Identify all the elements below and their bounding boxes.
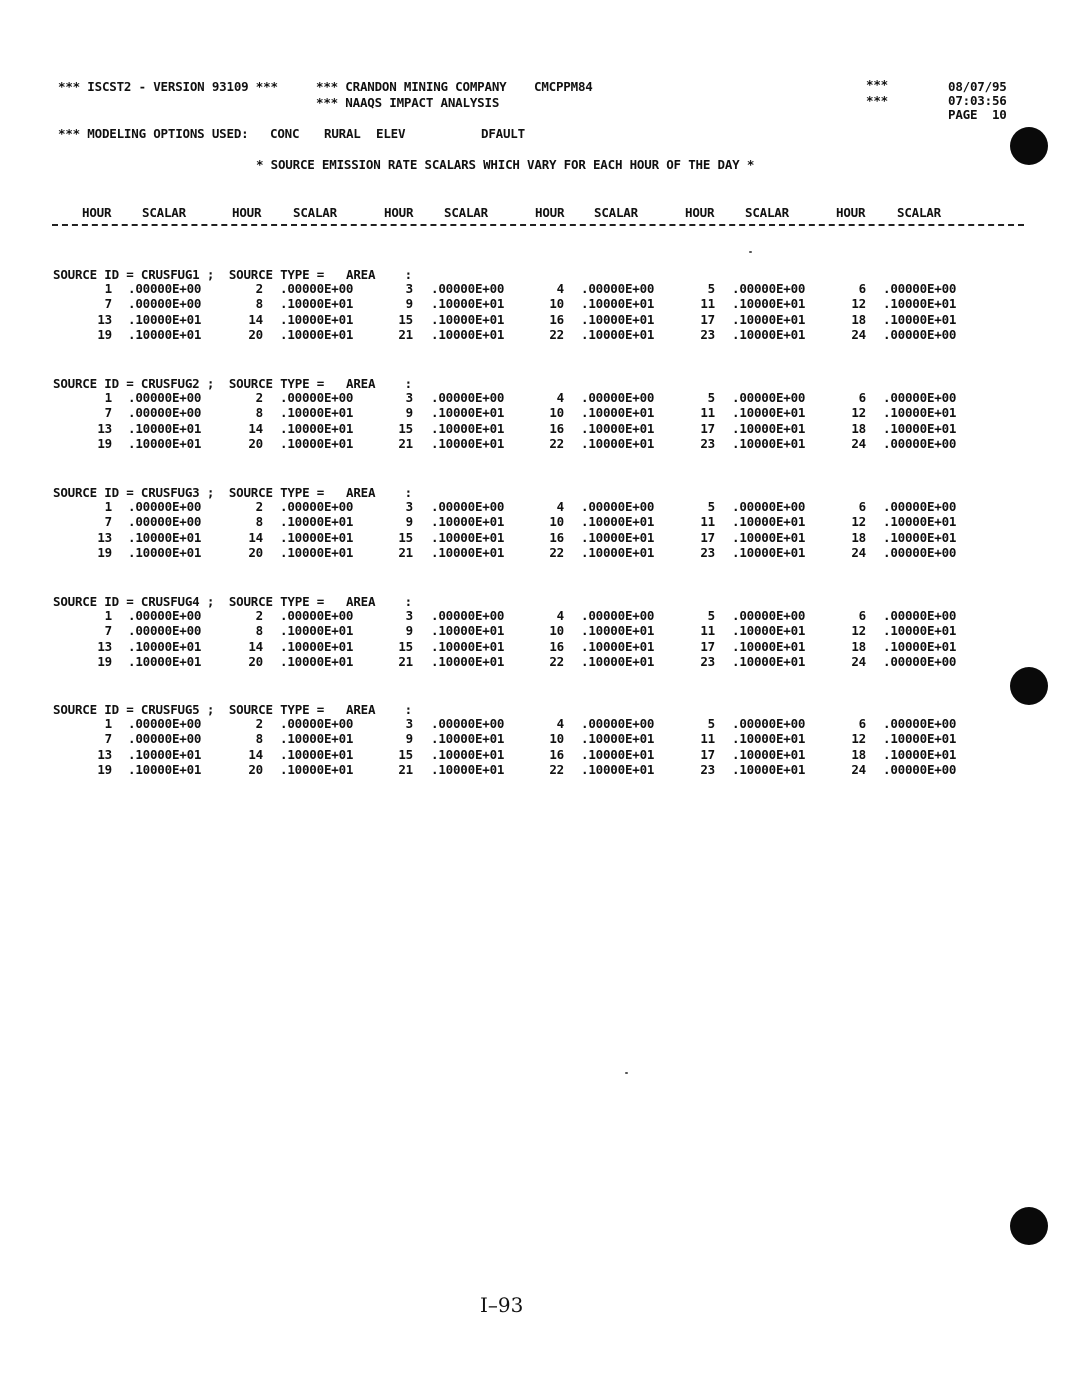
hour-cell: 11 — [700, 623, 715, 639]
hour-cell: 22 — [549, 435, 564, 451]
hour-cell: 6 — [858, 499, 866, 514]
hour-cell: 7 — [104, 405, 112, 421]
col-header-hour: HOUR — [535, 205, 565, 220]
scalar-cell: .00000E+00 — [883, 281, 957, 296]
scalar-cell: .10000E+01 — [128, 529, 202, 545]
page-footer: I–93 — [480, 1293, 524, 1317]
hour-cell: 2 — [255, 499, 263, 514]
scalar-cell: .00000E+00 — [128, 405, 202, 421]
scalar-cell: .10000E+01 — [581, 405, 655, 421]
hour-cell: 4 — [556, 716, 564, 731]
hour-cell: 1 — [104, 608, 112, 623]
run-date: 08/07/95 — [948, 79, 1007, 94]
scalar-cell: .10000E+01 — [431, 311, 505, 327]
hour-cell: 6 — [858, 281, 866, 296]
col-header-scalar: SCALAR — [897, 205, 941, 220]
scalar-cell: .10000E+01 — [280, 544, 354, 560]
hour-cell: 24 — [851, 544, 866, 560]
hour-cell: 18 — [851, 529, 866, 545]
hour-cell: 17 — [700, 311, 715, 327]
punch-hole — [1010, 667, 1048, 705]
scalar-cell: .10000E+01 — [883, 514, 957, 530]
hour-cell: 5 — [707, 499, 715, 514]
hour-cell: 12 — [851, 623, 866, 639]
hour-cell: 12 — [851, 405, 866, 421]
hour-cell: 24 — [851, 761, 866, 777]
source-label: SOURCE ID = CRUSFUG3 ; SOURCE TYPE = AREA : — [53, 485, 412, 500]
hour-cell: 7 — [104, 296, 112, 312]
hour-cell: 2 — [255, 608, 263, 623]
scalar-cell: .10000E+01 — [431, 529, 505, 545]
scan-speck — [749, 251, 752, 253]
hour-cell: 14 — [248, 311, 263, 327]
scalar-cell: .10000E+01 — [280, 731, 354, 747]
scalar-cell: .00000E+00 — [883, 716, 957, 731]
hour-cell: 14 — [248, 746, 263, 762]
header-divider — [52, 224, 1024, 226]
scalar-cell: .10000E+01 — [581, 529, 655, 545]
scalar-cell: .10000E+01 — [280, 653, 354, 669]
header-stars-1: *** — [866, 77, 888, 92]
section-title: * SOURCE EMISSION RATE SCALARS WHICH VARY FOR EACH HOUR OF THE DAY * — [256, 157, 755, 172]
col-header-hour: HOUR — [232, 205, 262, 220]
hour-cell: 17 — [700, 529, 715, 545]
hour-cell: 18 — [851, 638, 866, 654]
hour-cell: 20 — [248, 761, 263, 777]
hour-cell: 12 — [851, 731, 866, 747]
col-header-scalar: SCALAR — [142, 205, 186, 220]
hour-cell: 13 — [97, 746, 112, 762]
scalar-cell: .10000E+01 — [732, 653, 806, 669]
hour-cell: 10 — [549, 731, 564, 747]
col-header-scalar: SCALAR — [594, 205, 638, 220]
scalar-cell: .10000E+01 — [883, 405, 957, 421]
hour-cell: 2 — [255, 390, 263, 405]
hour-cell: 15 — [398, 638, 413, 654]
hour-cell: 9 — [405, 623, 413, 639]
scalar-cell: .10000E+01 — [883, 529, 957, 545]
scalar-cell: .10000E+01 — [280, 761, 354, 777]
run-time: 07:03:56 — [948, 93, 1007, 108]
hour-cell: 19 — [97, 653, 112, 669]
hour-cell: 10 — [549, 405, 564, 421]
hour-cell: 16 — [549, 420, 564, 436]
hour-cell: 3 — [405, 281, 413, 296]
col-header-hour: HOUR — [836, 205, 866, 220]
scalar-cell: .00000E+00 — [431, 608, 505, 623]
hour-cell: 17 — [700, 420, 715, 436]
hour-cell: 21 — [398, 544, 413, 560]
option-elev: ELEV — [376, 126, 406, 141]
hour-cell: 6 — [858, 390, 866, 405]
scalar-cell: .00000E+00 — [128, 514, 202, 530]
hour-cell: 18 — [851, 746, 866, 762]
hour-cell: 9 — [405, 514, 413, 530]
scalar-cell: .10000E+01 — [280, 746, 354, 762]
hour-cell: 14 — [248, 638, 263, 654]
scalar-cell: .00000E+00 — [128, 296, 202, 312]
scalar-cell: .00000E+00 — [883, 499, 957, 514]
hour-cell: 15 — [398, 420, 413, 436]
scalar-cell: .10000E+01 — [581, 296, 655, 312]
punch-hole — [1010, 127, 1048, 165]
run-id: CMCPPM84 — [534, 79, 593, 94]
scalar-cell: .10000E+01 — [732, 761, 806, 777]
hour-cell: 24 — [851, 326, 866, 342]
hour-cell: 13 — [97, 529, 112, 545]
hour-cell: 8 — [255, 623, 263, 639]
hour-cell: 3 — [405, 716, 413, 731]
scalar-cell: .00000E+00 — [128, 716, 202, 731]
scalar-cell: .10000E+01 — [732, 746, 806, 762]
punch-hole — [1010, 1207, 1048, 1245]
option-dfault: DFAULT — [481, 126, 525, 141]
scalar-cell: .00000E+00 — [280, 499, 354, 514]
scalar-cell: .00000E+00 — [431, 716, 505, 731]
scalar-cell: .10000E+01 — [128, 326, 202, 342]
scalar-cell: .10000E+01 — [732, 326, 806, 342]
scalar-cell: .10000E+01 — [128, 544, 202, 560]
hour-cell: 22 — [549, 653, 564, 669]
scalar-cell: .10000E+01 — [280, 514, 354, 530]
scalar-cell: .10000E+01 — [883, 623, 957, 639]
scalar-cell: .00000E+00 — [883, 326, 957, 342]
scalar-cell: .10000E+01 — [581, 623, 655, 639]
scalar-cell: .10000E+01 — [581, 435, 655, 451]
scan-speck — [625, 1072, 628, 1074]
scalar-cell: .10000E+01 — [128, 638, 202, 654]
scalar-cell: .10000E+01 — [732, 623, 806, 639]
scalar-cell: .00000E+00 — [732, 608, 806, 623]
hour-cell: 5 — [707, 390, 715, 405]
scalar-cell: .00000E+00 — [280, 390, 354, 405]
source-label: SOURCE ID = CRUSFUG4 ; SOURCE TYPE = AREA : — [53, 594, 412, 609]
scalar-cell: .10000E+01 — [431, 746, 505, 762]
hour-cell: 9 — [405, 731, 413, 747]
header-stars-2: *** — [866, 93, 888, 108]
col-header-hour: HOUR — [82, 205, 112, 220]
scalar-cell: .00000E+00 — [431, 499, 505, 514]
col-header-scalar: SCALAR — [444, 205, 488, 220]
source-label: SOURCE ID = CRUSFUG2 ; SOURCE TYPE = AREA : — [53, 376, 412, 391]
scalar-cell: .10000E+01 — [280, 311, 354, 327]
hour-cell: 11 — [700, 731, 715, 747]
scalar-cell: .10000E+01 — [732, 544, 806, 560]
hour-cell: 23 — [700, 761, 715, 777]
scalar-cell: .10000E+01 — [128, 653, 202, 669]
hour-cell: 10 — [549, 623, 564, 639]
hour-cell: 13 — [97, 420, 112, 436]
hour-cell: 20 — [248, 326, 263, 342]
hour-cell: 21 — [398, 761, 413, 777]
hour-cell: 7 — [104, 623, 112, 639]
hour-cell: 4 — [556, 608, 564, 623]
scalar-cell: .10000E+01 — [280, 405, 354, 421]
scalar-cell: .00000E+00 — [581, 390, 655, 405]
hour-cell: 23 — [700, 435, 715, 451]
modeling-options-label: *** MODELING OPTIONS USED: — [58, 126, 249, 141]
hour-cell: 5 — [707, 281, 715, 296]
scalar-cell: .10000E+01 — [280, 435, 354, 451]
hour-cell: 14 — [248, 529, 263, 545]
hour-cell: 8 — [255, 514, 263, 530]
hour-cell: 19 — [97, 326, 112, 342]
scalar-cell: .10000E+01 — [280, 623, 354, 639]
scalar-cell: .10000E+01 — [581, 311, 655, 327]
scalar-cell: .00000E+00 — [128, 281, 202, 296]
program-version: *** ISCST2 - VERSION 93109 *** — [58, 79, 278, 94]
scalar-cell: .10000E+01 — [128, 420, 202, 436]
scalar-cell: .10000E+01 — [431, 731, 505, 747]
scalar-cell: .00000E+00 — [280, 608, 354, 623]
hour-cell: 9 — [405, 296, 413, 312]
hour-cell: 8 — [255, 405, 263, 421]
hour-cell: 18 — [851, 311, 866, 327]
hour-cell: 22 — [549, 544, 564, 560]
page-number: PAGE 10 — [948, 107, 1007, 122]
scalar-cell: .00000E+00 — [883, 544, 957, 560]
col-header-hour: HOUR — [685, 205, 715, 220]
scalar-cell: .10000E+01 — [581, 731, 655, 747]
hour-cell: 22 — [549, 326, 564, 342]
scalar-cell: .10000E+01 — [128, 311, 202, 327]
scalar-cell: .00000E+00 — [883, 653, 957, 669]
scalar-cell: .10000E+01 — [732, 638, 806, 654]
scalar-cell: .10000E+01 — [431, 623, 505, 639]
hour-cell: 1 — [104, 716, 112, 731]
hour-cell: 1 — [104, 281, 112, 296]
hour-cell: 3 — [405, 390, 413, 405]
hour-cell: 19 — [97, 544, 112, 560]
hour-cell: 21 — [398, 653, 413, 669]
scalar-cell: .00000E+00 — [128, 623, 202, 639]
hour-cell: 21 — [398, 435, 413, 451]
hour-cell: 13 — [97, 311, 112, 327]
scalar-cell: .10000E+01 — [431, 653, 505, 669]
hour-cell: 23 — [700, 544, 715, 560]
hour-cell: 8 — [255, 296, 263, 312]
hour-cell: 20 — [248, 435, 263, 451]
source-label: SOURCE ID = CRUSFUG1 ; SOURCE TYPE = AREA : — [53, 267, 412, 282]
scalar-cell: .00000E+00 — [732, 499, 806, 514]
hour-cell: 23 — [700, 326, 715, 342]
scalar-cell: .10000E+01 — [431, 435, 505, 451]
source-label: SOURCE ID = CRUSFUG5 ; SOURCE TYPE = AREA : — [53, 702, 412, 717]
scalar-cell: .10000E+01 — [431, 514, 505, 530]
scalar-cell: .00000E+00 — [883, 761, 957, 777]
scalar-cell: .10000E+01 — [732, 514, 806, 530]
scalar-cell: .10000E+01 — [431, 296, 505, 312]
col-header-scalar: SCALAR — [745, 205, 789, 220]
hour-cell: 10 — [549, 296, 564, 312]
scalar-cell: .00000E+00 — [883, 608, 957, 623]
hour-cell: 11 — [700, 514, 715, 530]
scalar-cell: .10000E+01 — [280, 296, 354, 312]
scalar-cell: .10000E+01 — [581, 746, 655, 762]
scalar-cell: .00000E+00 — [732, 390, 806, 405]
scalar-cell: .00000E+00 — [128, 731, 202, 747]
scalar-cell: .10000E+01 — [581, 544, 655, 560]
scalar-cell: .00000E+00 — [128, 390, 202, 405]
hour-cell: 5 — [707, 608, 715, 623]
scalar-cell: .10000E+01 — [280, 638, 354, 654]
hour-cell: 11 — [700, 296, 715, 312]
analysis-title: *** NAAQS IMPACT ANALYSIS — [316, 95, 500, 110]
hour-cell: 19 — [97, 435, 112, 451]
scalar-cell: .10000E+01 — [732, 731, 806, 747]
hour-cell: 4 — [556, 281, 564, 296]
hour-cell: 20 — [248, 653, 263, 669]
scalar-cell: .10000E+01 — [581, 653, 655, 669]
scalar-cell: .10000E+01 — [883, 746, 957, 762]
hour-cell: 15 — [398, 746, 413, 762]
scalar-cell: .10000E+01 — [883, 311, 957, 327]
scalar-cell: .10000E+01 — [431, 326, 505, 342]
scalar-cell: .10000E+01 — [581, 420, 655, 436]
hour-cell: 7 — [104, 731, 112, 747]
scalar-cell: .10000E+01 — [581, 514, 655, 530]
scalar-cell: .00000E+00 — [581, 281, 655, 296]
scalar-cell: .00000E+00 — [883, 435, 957, 451]
scalar-cell: .10000E+01 — [732, 529, 806, 545]
hour-cell: 16 — [549, 311, 564, 327]
scalar-cell: .10000E+01 — [128, 761, 202, 777]
scalar-cell: .00000E+00 — [732, 281, 806, 296]
scalar-cell: .00000E+00 — [581, 499, 655, 514]
scalar-cell: .10000E+01 — [732, 296, 806, 312]
hour-cell: 21 — [398, 326, 413, 342]
scalar-cell: .10000E+01 — [581, 326, 655, 342]
hour-cell: 17 — [700, 638, 715, 654]
scalar-cell: .10000E+01 — [581, 638, 655, 654]
scalar-cell: .10000E+01 — [883, 420, 957, 436]
scalar-cell: .10000E+01 — [280, 326, 354, 342]
hour-cell: 11 — [700, 405, 715, 421]
scalar-cell: .10000E+01 — [280, 529, 354, 545]
scalar-cell: .00000E+00 — [883, 390, 957, 405]
hour-cell: 24 — [851, 653, 866, 669]
scalar-cell: .10000E+01 — [431, 420, 505, 436]
scalar-cell: .10000E+01 — [581, 761, 655, 777]
scalar-cell: .10000E+01 — [732, 435, 806, 451]
scalar-cell: .00000E+00 — [280, 716, 354, 731]
hour-cell: 7 — [104, 514, 112, 530]
hour-cell: 2 — [255, 716, 263, 731]
scalar-cell: .10000E+01 — [732, 420, 806, 436]
hour-cell: 13 — [97, 638, 112, 654]
hour-cell: 8 — [255, 731, 263, 747]
hour-cell: 14 — [248, 420, 263, 436]
scalar-cell: .10000E+01 — [732, 405, 806, 421]
hour-cell: 22 — [549, 761, 564, 777]
hour-cell: 3 — [405, 499, 413, 514]
hour-cell: 9 — [405, 405, 413, 421]
scalar-cell: .10000E+01 — [883, 638, 957, 654]
hour-cell: 20 — [248, 544, 263, 560]
scalar-cell: .10000E+01 — [431, 761, 505, 777]
hour-cell: 17 — [700, 746, 715, 762]
hour-cell: 15 — [398, 529, 413, 545]
scalar-cell: .10000E+01 — [883, 296, 957, 312]
hour-cell: 12 — [851, 514, 866, 530]
company-name: *** CRANDON MINING COMPANY — [316, 79, 507, 94]
scalar-cell: .10000E+01 — [431, 638, 505, 654]
hour-cell: 19 — [97, 761, 112, 777]
scalar-cell: .10000E+01 — [883, 731, 957, 747]
hour-cell: 3 — [405, 608, 413, 623]
hour-cell: 4 — [556, 390, 564, 405]
hour-cell: 18 — [851, 420, 866, 436]
scalar-cell: .00000E+00 — [431, 390, 505, 405]
col-header-scalar: SCALAR — [293, 205, 337, 220]
hour-cell: 4 — [556, 499, 564, 514]
scalar-cell: .10000E+01 — [732, 311, 806, 327]
scalar-cell: .10000E+01 — [128, 435, 202, 451]
scalar-cell: .10000E+01 — [280, 420, 354, 436]
hour-cell: 6 — [858, 716, 866, 731]
hour-cell: 1 — [104, 499, 112, 514]
hour-cell: 5 — [707, 716, 715, 731]
hour-cell: 16 — [549, 638, 564, 654]
hour-cell: 10 — [549, 514, 564, 530]
option-conc: CONC — [270, 126, 300, 141]
scalar-cell: .00000E+00 — [431, 281, 505, 296]
hour-cell: 16 — [549, 529, 564, 545]
scalar-cell: .00000E+00 — [280, 281, 354, 296]
hour-cell: 24 — [851, 435, 866, 451]
scalar-cell: .00000E+00 — [581, 716, 655, 731]
scalar-cell: .00000E+00 — [128, 499, 202, 514]
scalar-cell: .10000E+01 — [431, 405, 505, 421]
hour-cell: 1 — [104, 390, 112, 405]
option-rural: RURAL — [324, 126, 361, 141]
hour-cell: 6 — [858, 608, 866, 623]
hour-cell: 15 — [398, 311, 413, 327]
hour-cell: 16 — [549, 746, 564, 762]
hour-cell: 12 — [851, 296, 866, 312]
scalar-cell: .00000E+00 — [581, 608, 655, 623]
hour-cell: 23 — [700, 653, 715, 669]
scalar-cell: .10000E+01 — [128, 746, 202, 762]
scalar-cell: .00000E+00 — [128, 608, 202, 623]
hour-cell: 2 — [255, 281, 263, 296]
scalar-cell: .00000E+00 — [732, 716, 806, 731]
col-header-hour: HOUR — [384, 205, 414, 220]
scalar-cell: .10000E+01 — [431, 544, 505, 560]
